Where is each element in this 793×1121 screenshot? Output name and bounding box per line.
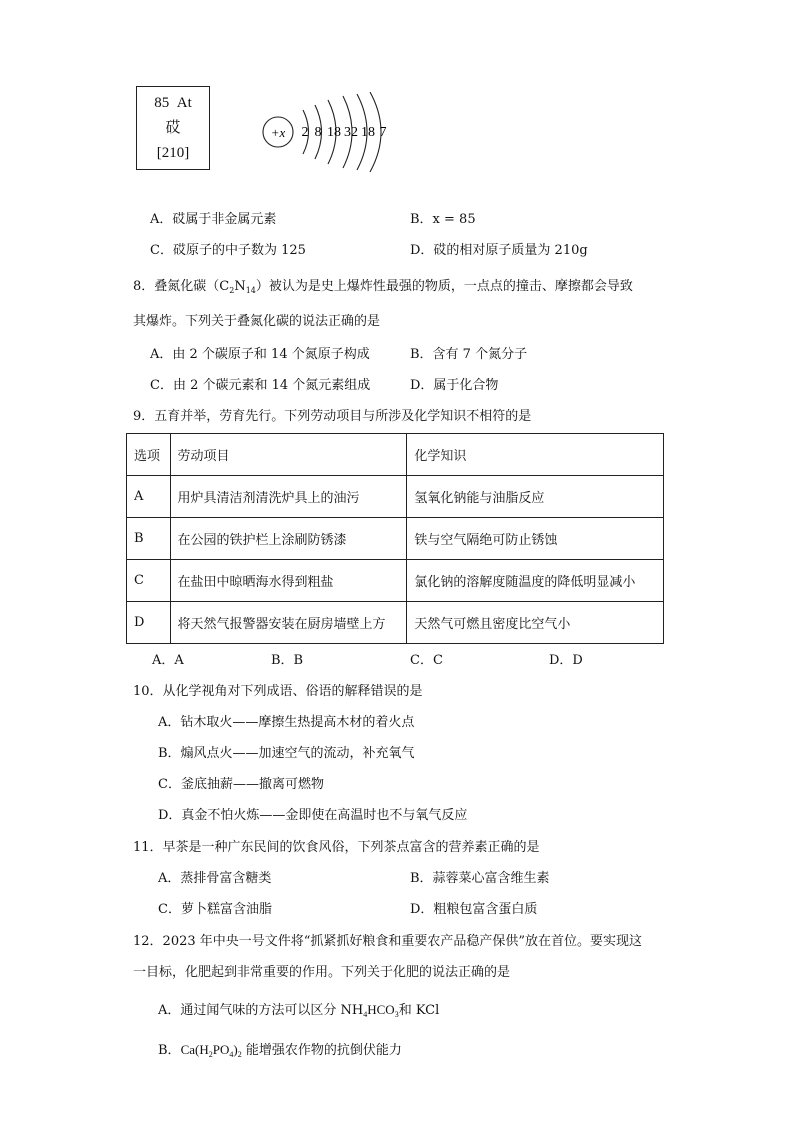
table-cell: 铁与空气隔绝可防止锈蚀 bbox=[407, 518, 664, 560]
table-row bbox=[127, 476, 664, 518]
q12-option-b bbox=[158, 1043, 402, 1057]
table-cell: A bbox=[127, 476, 171, 518]
table-row bbox=[127, 518, 664, 560]
q8-stem-line2: 其爆炸。下列关于叠氮化碳的说法正确的是 bbox=[133, 314, 381, 329]
q8-sub-carbon: 2 bbox=[229, 286, 235, 295]
q7-option-a: A．砹属于非金属元素 bbox=[150, 212, 277, 227]
shell-electron-counts bbox=[302, 125, 387, 140]
q12-b-chem-mid: PO bbox=[212, 1042, 230, 1057]
q10-option-c: C．釜底抽薪——撤离可燃物 bbox=[158, 777, 324, 792]
q9-table bbox=[126, 433, 664, 644]
q11-option-a: A．蒸排骨富含糖类 bbox=[158, 871, 272, 886]
q12-b-chem-pre: Ca(H bbox=[180, 1042, 209, 1057]
q7-option-d: D．砹的相对原子质量为 210g bbox=[410, 243, 588, 258]
table-cell: 将天然气报警器安装在厨房墙壁上方 bbox=[170, 602, 407, 644]
q9-option-c: C．C bbox=[410, 653, 443, 668]
q8-option-a: A．由 2 个碳原子和 14 个氮原子构成 bbox=[150, 347, 370, 362]
q9-stem: 9．五育并举，劳育先行。下列劳动项目与所涉及化学知识不相符的是 bbox=[133, 409, 532, 424]
table-header-cell: 劳动项目 bbox=[170, 434, 407, 476]
q10-option-d: D．真金不怕火炼——金即使在高温时也不与氧气反应 bbox=[158, 808, 468, 823]
q8-option-d: D．属于化合物 bbox=[410, 378, 499, 393]
q12-a-sub1: 4 bbox=[363, 1010, 368, 1019]
q12-b-sub1: 2 bbox=[208, 1050, 213, 1059]
table-cell: C bbox=[127, 560, 171, 602]
q8-option-b: B．含有 7 个氮分子 bbox=[410, 347, 528, 362]
shell-count-2: 8 bbox=[314, 125, 322, 140]
q8-option-c: C．由 2 个碳元素和 14 个氮元素组成 bbox=[150, 378, 371, 393]
shell-count-1: 2 bbox=[301, 125, 309, 140]
element-symbol: At bbox=[176, 95, 192, 111]
shell-count-4: 32 bbox=[344, 125, 358, 140]
table-header-cell: 选项 bbox=[127, 434, 171, 476]
q10-option-b: B．煽风点火——加速空气的流动，补充氧气 bbox=[158, 746, 415, 761]
q8-stem-line1 bbox=[133, 280, 633, 293]
q12-b-sub2: 4 bbox=[229, 1050, 234, 1059]
nucleus-label: +x bbox=[270, 125, 286, 140]
q12-b-sub3: 2 bbox=[237, 1050, 242, 1059]
q12-a-post: 和 KCl bbox=[398, 1003, 440, 1018]
q11-option-c: C．萝卜糕富含油脂 bbox=[158, 902, 272, 917]
q12-stem-line1: 12．2023 年中央一号文件将“抓紧抓好粮食和重要农产品稳产保供”放在首位。要实现这 bbox=[133, 934, 643, 949]
q9-option-a: A．A bbox=[152, 653, 184, 668]
table-header-cell: 化学知识 bbox=[407, 434, 664, 476]
q12-a-mid: HCO bbox=[367, 1002, 395, 1017]
q8-stem-post: ）被认为是史上爆炸性最强的物质，一点点的撞击、摩擦都会导致 bbox=[255, 279, 633, 294]
element-card bbox=[136, 86, 210, 170]
table-row bbox=[127, 602, 664, 644]
table-cell: B bbox=[127, 518, 171, 560]
q12-b-label: B． bbox=[158, 1043, 181, 1058]
q10-option-a: A．钻木取火——摩擦生热提高木材的着火点 bbox=[158, 715, 415, 730]
q12-option-a bbox=[158, 1003, 439, 1017]
table-row bbox=[127, 560, 664, 602]
table-header-row bbox=[127, 434, 664, 476]
q11-option-b: B．蒜蓉菜心富含维生素 bbox=[410, 871, 550, 886]
shell-count-5: 18 bbox=[361, 125, 375, 140]
q9-option-d: D．D bbox=[549, 653, 583, 668]
table-cell: 在公园的铁护栏上涂刷防锈漆 bbox=[170, 518, 407, 560]
atomic-number: 85 bbox=[154, 95, 170, 111]
element-name: 砹 bbox=[165, 120, 181, 136]
q9-option-b: B．B bbox=[271, 653, 304, 668]
table-cell: 在盐田中晾晒海水得到粗盐 bbox=[170, 560, 407, 602]
table-cell: 用炉具清洁剂清洗炉具上的油污 bbox=[170, 476, 407, 518]
q7-option-b: B．x = 85 bbox=[410, 212, 476, 227]
q12-b-chem-post: ) bbox=[233, 1042, 238, 1057]
q12-a-sub2: 3 bbox=[394, 1010, 399, 1019]
q8-sub-nitrogen: 14 bbox=[245, 286, 256, 295]
element-mass: [210] bbox=[156, 145, 190, 161]
q12-stem-line2: 一目标，化肥起到非常重要的作用。下列关于化肥的说法正确的是 bbox=[133, 965, 511, 980]
q10-stem: 10．从化学视角对下列成语、俗语的解释错误的是 bbox=[133, 684, 423, 699]
q11-option-d: D．粗粮包富含蛋白质 bbox=[410, 902, 538, 917]
q8-stem-mid: N bbox=[234, 279, 246, 294]
table-cell: 天然气可燃且密度比空气小 bbox=[407, 602, 664, 644]
element-number-symbol bbox=[137, 96, 209, 111]
q11-stem: 11．早茶是一种广东民间的饮食风俗，下列茶点富含的营养素正确的是 bbox=[133, 840, 540, 855]
table-cell: 氯化钠的溶解度随温度的降低明显减小 bbox=[407, 560, 664, 602]
atom-structure-diagram bbox=[258, 92, 398, 174]
q7-option-c: C．砹原子的中子数为 125 bbox=[150, 243, 306, 258]
q12-b-post: 能增强农作物的抗倒伏能力 bbox=[241, 1043, 402, 1058]
q8-stem-pre: 8．叠氮化碳（C bbox=[133, 279, 230, 294]
q12-a-text: A．通过闻气味的方法可以区分 NH bbox=[158, 1003, 364, 1018]
table-cell: 氢氧化钠能与油脂反应 bbox=[407, 476, 664, 518]
shell-count-3: 18 bbox=[327, 125, 341, 140]
table-cell: D bbox=[127, 602, 171, 644]
shell-count-6: 7 bbox=[379, 125, 387, 140]
